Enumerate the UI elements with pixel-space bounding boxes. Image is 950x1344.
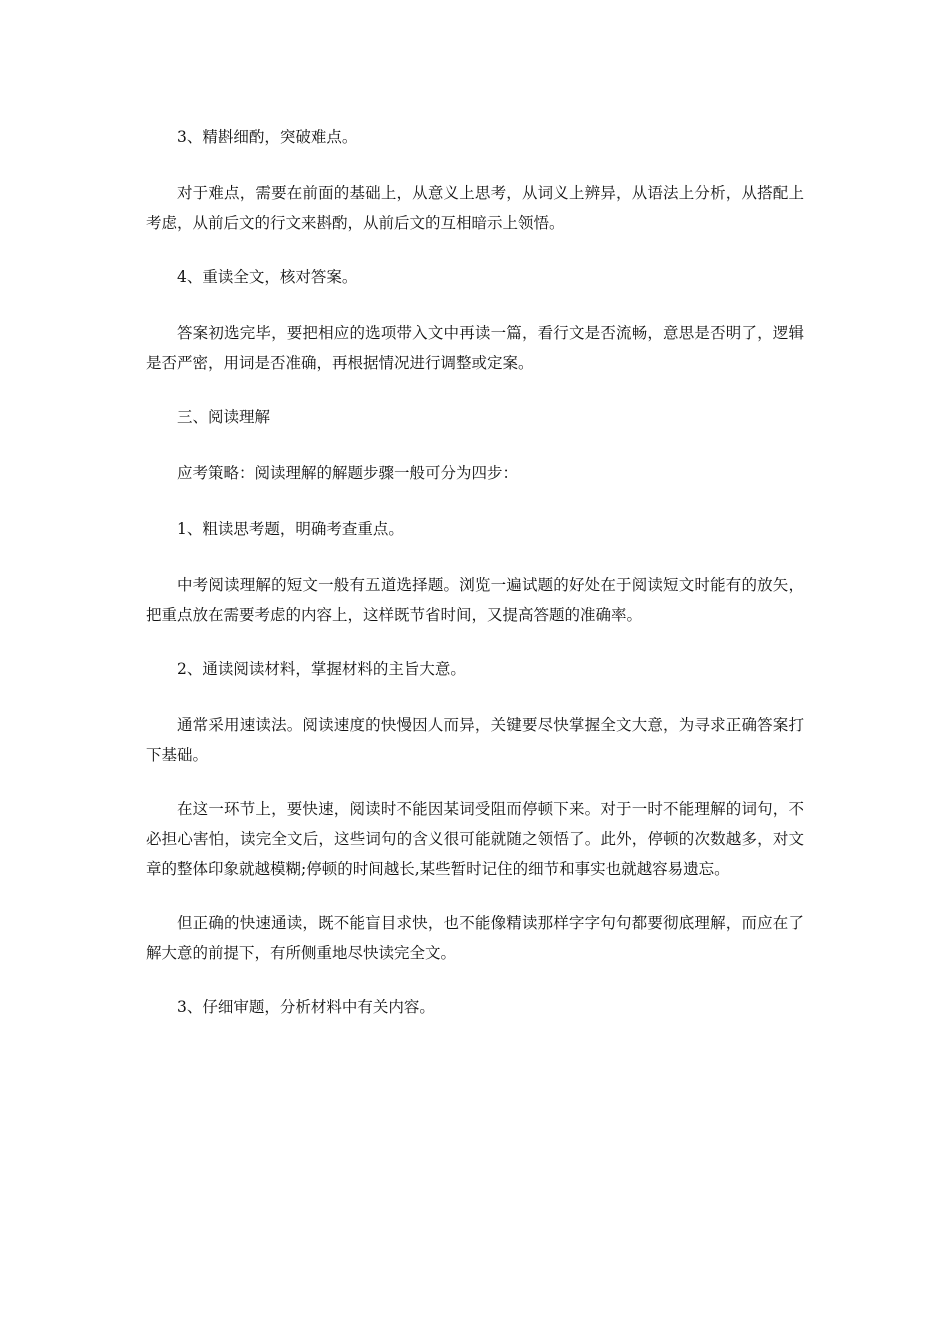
step-heading-3: 3、精斟细酌，突破难点。 bbox=[177, 128, 358, 146]
step-heading-1: 1、粗读思考题，明确考查重点。 bbox=[177, 520, 404, 538]
paragraph-strategy: 应考策略：阅读理解的解题步骤一般可分为四步： bbox=[177, 464, 519, 482]
step-heading-4: 4、重读全文，核对答案。 bbox=[177, 268, 358, 286]
paragraph-speed-reading: 通常采用速读法。阅读速度的快慢因人而异，关键要尽快掌握全文大意，为寻求正确答案打下基础。 bbox=[146, 716, 804, 764]
paragraph-dont-pause: 在这一环节上，要快速，阅读时不能因某词受阻而停顿下来。对于一时不能理解的词句，不必担心害怕，读完全文后，这些词句的含义很可能就随之领悟了。此外，停顿的次数越多，对文章的整体印象就越模糊;停顿的时间越长,某些暂时记住的细节和事实也就越容易遗忘。 bbox=[146, 800, 804, 878]
paragraph-skim-questions: 中考阅读理解的短文一般有五道选择题。浏览一遍试题的好处在于阅读短文时能有的放矢，把重点放在需要考虑的内容上，这样既节省时间，又提高答题的准确率。 bbox=[146, 576, 804, 624]
paragraph-review: 答案初选完毕，要把相应的选项带入文中再读一篇，看行文是否流畅，意思是否明了，逻辑是否严密，用词是否准确，再根据情况进行调整或定案。 bbox=[146, 324, 804, 372]
paragraph-correct-reading: 但正确的快速通读，既不能盲目求快，也不能像精读那样字字句句都要彻底理解，而应在了解大意的前提下，有所侧重地尽快读完全文。 bbox=[146, 914, 804, 962]
paragraph-difficulty: 对于难点，需要在前面的基础上，从意义上思考，从词义上辨异，从语法上分析，从搭配上考虑，从前后文的行文来斟酌，从前后文的互相暗示上领悟。 bbox=[146, 184, 804, 232]
step-heading-2: 2、通读阅读材料，掌握材料的主旨大意。 bbox=[177, 660, 466, 678]
document-page bbox=[146, 122, 804, 1022]
section-heading-reading: 三、阅读理解 bbox=[177, 408, 271, 426]
step-heading-3b: 3、仔细审题，分析材料中有关内容。 bbox=[177, 998, 435, 1016]
